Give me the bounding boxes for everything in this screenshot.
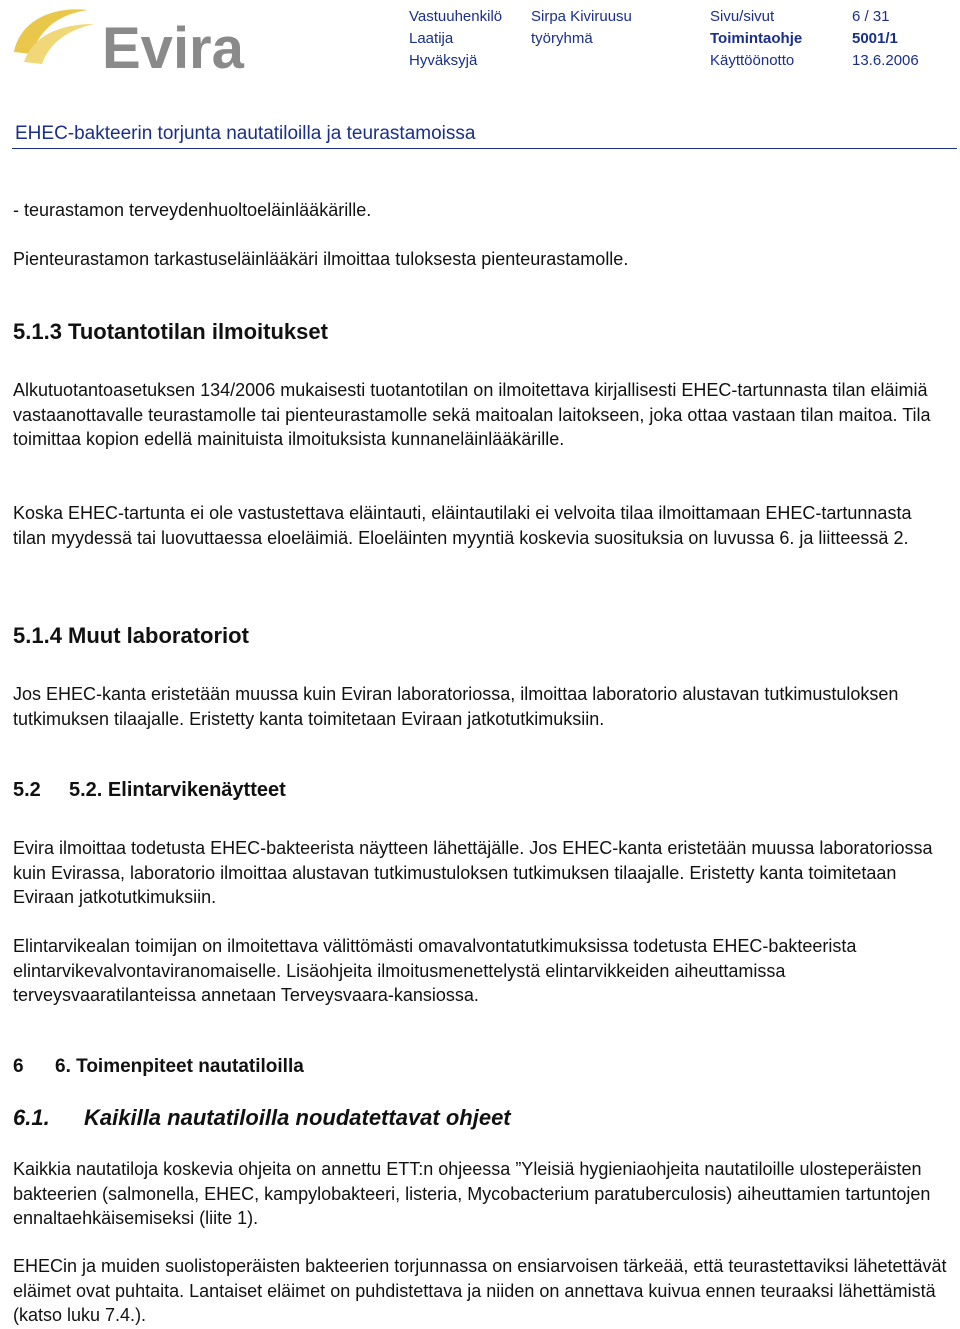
header-value-responsible: Sirpa Kiviruusu [531, 8, 632, 25]
paragraph-5-1-4: Jos EHEC-kanta eristetään muussa kuin Eviran laboratoriossa, ilmoittaa laboratorio alustavan tutkimustuloksen tutkimuksen tilaajalle. Eristetty kanta toimitetaan Eviraan jatkotutkimuksiin. [13, 684, 899, 729]
header-value-author: työryhmä [531, 30, 593, 47]
evira-logo [10, 2, 260, 74]
paragraph-6-1-b: EHECin ja muiden suolistoperäisten bakteerien torjunnassa on ensiarvoisen tärkeää, että teurastettaviksi lähetettävät eläimet ovat puhtaita. Lantaiset eläimet on puhdistettava ja niiden on annettava kuivua ennen teuraaksi lähettämistä (katso luku 7.4.). [13, 1256, 947, 1325]
header-label-pages: Sivu/sivut [710, 8, 775, 25]
paragraph-5-1-3-a: Alkutuotantoasetuksen 134/2006 mukaisesti tuotantotilan on ilmoitettava kirjallisesti EHEC-tartunnasta tilan eläimiä vastaanottavalle teurastamolle tai pienteurastamolle sekä maitoalan laitokseen, joka ottaa vastaan tilan maitoa. Tila toimittaa kopion edellä mainituista ilmoituksista kunnaneläinlääkärille. [13, 380, 931, 449]
heading-5-1-4: 5.1.4 Muut laboratoriot [13, 623, 249, 648]
heading-5-2-text: 5.2. Elintarvikenäytteet [69, 779, 286, 801]
heading-5-2 [13, 779, 286, 802]
heading-6-number: 6 [13, 1056, 24, 1077]
header-label-approver: Hyväksyjä [409, 52, 478, 69]
header-divider [12, 148, 957, 149]
header-doc-number: 5001/1 [852, 30, 898, 47]
paragraph-6-1-a: Kaikkia nautatiloja koskevia ohjeita on annettu ETT:n ohjeessa ”Yleisiä hygieniaohjeita nautatiloille ulosteperäisten bakteerien (salmonella, EHEC, kampylobakteeri, listeria, Mycobacterium paratuberculosis) aiheuttamien tartuntojen ennaltaehkäisemiseksi (liite 1). [13, 1159, 931, 1228]
paragraph-small-slaughterhouse: Pienteurastamon tarkastuseläinlääkäri ilmoittaa tuloksesta pienteurastamolle. [13, 249, 629, 269]
header-value-effective: 13.6.2006 [852, 52, 919, 69]
heading-6-1 [13, 1105, 511, 1131]
header-doc-type: Toimintaohje [710, 30, 803, 47]
header-label-responsible: Vastuuhenkilö [409, 8, 503, 25]
heading-6-text: 6. Toimenpiteet nautatiloilla [55, 1056, 304, 1077]
paragraph-5-1-3-b: Koska EHEC-tartunta ei ole vastustettava eläintauti, eläintautilaki ei velvoita tilaa ilmoittamaan EHEC-tartunnasta tilan myydessä tai luovuttaessa eloeläimiä. Eloeläinten myyntiä koskevia suosituksia on luvussa 6. ja liitteessä 2. [13, 503, 912, 548]
heading-5-1-3: 5.1.3 Tuotantotilan ilmoitukset [13, 319, 328, 344]
heading-6-1-text: Kaikilla nautatiloilla noudatettavat ohjeet [84, 1105, 511, 1130]
heading-6 [13, 1056, 304, 1078]
bullet-item: - teurastamon terveydenhuoltoeläinlääkärille. [13, 200, 372, 220]
header-label-effective: Käyttöönotto [710, 52, 795, 69]
paragraph-5-2-b: Elintarvikealan toimijan on ilmoitettava välittömästi omavalvontatutkimuksissa todetusta EHEC-bakteerista elintarvikevalvontaviranomaiselle. Lisäohjeita ilmoitusmenettelystä elintarvikkeiden aiheuttamissa terveysvaaratilanteissa annetaan Terveysvaara-kansiossa. [13, 936, 857, 1005]
document-title: EHEC-bakteerin torjunta nautatiloilla ja teurastamoissa [15, 123, 476, 144]
header-label-author: Laatija [409, 30, 454, 47]
heading-5-2-number: 5.2 [13, 779, 41, 801]
paragraph-5-2-a: Evira ilmoittaa todetusta EHEC-bakteerista näytteen lähettäjälle. Jos EHEC-kanta eristetään muussa laboratoriossa kuin Evirassa, laboratorio ilmoittaa alustavan tutkimustuloksen tutkimuksen tilaajalle. Eristetty kanta toimitetaan Eviraan jatkotutkimuksiin. [13, 838, 933, 907]
logo-text: Evira [102, 16, 244, 74]
header-value-pages: 6 / 31 [852, 8, 890, 25]
heading-6-1-number: 6.1. [13, 1105, 50, 1130]
